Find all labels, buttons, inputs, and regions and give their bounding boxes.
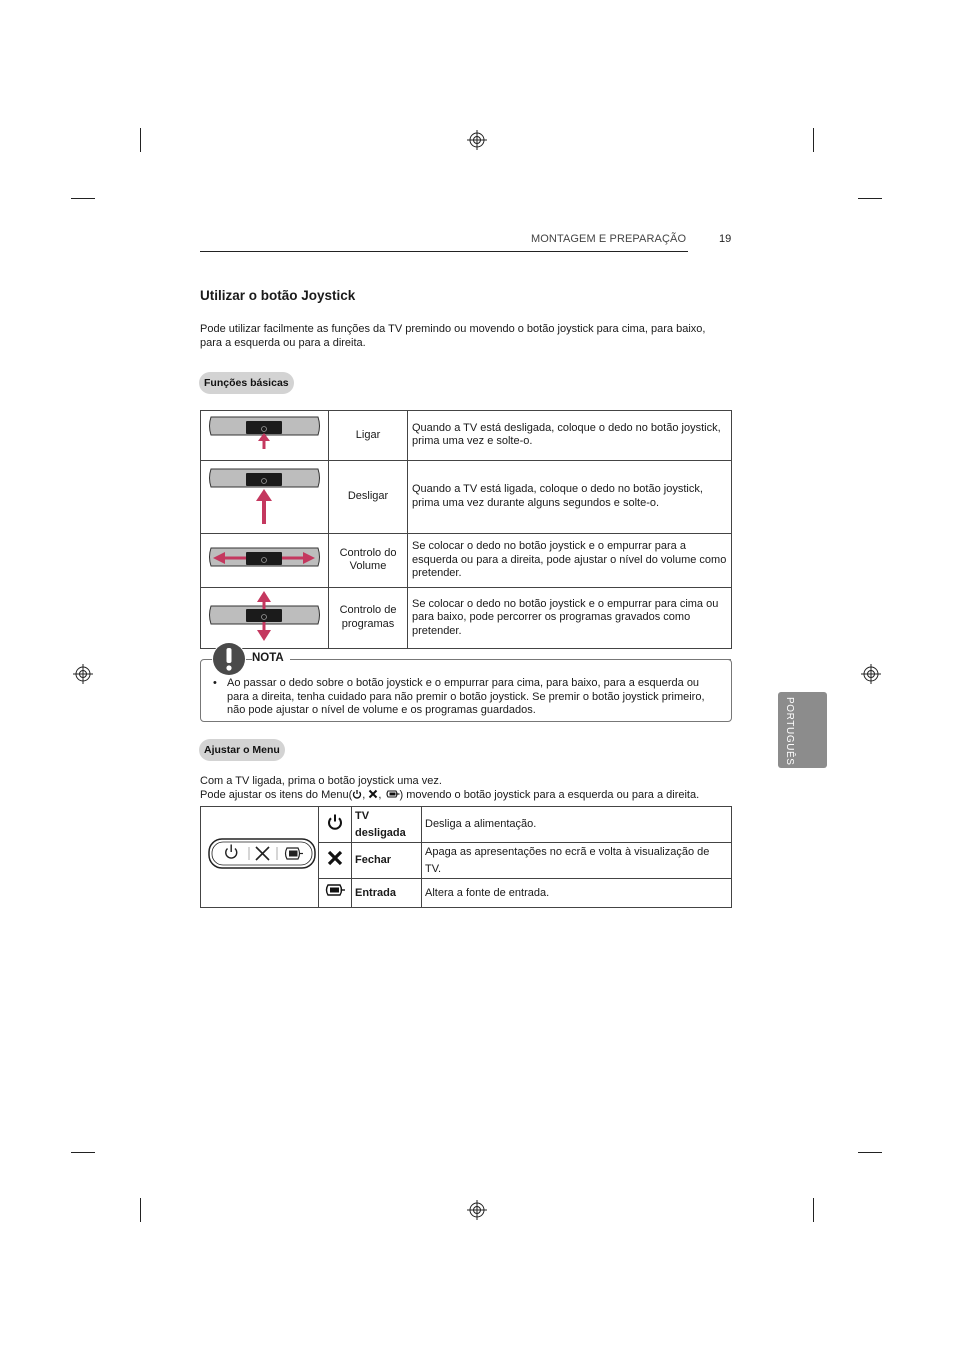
crop-mark	[858, 198, 882, 199]
menu-item-name: Fechar	[352, 843, 422, 879]
joystick-functions-table	[200, 410, 732, 649]
table-cell-icon	[319, 879, 352, 908]
text-segment: ,	[362, 789, 369, 801]
bullet: •	[213, 677, 217, 689]
note-label: NOTA	[252, 652, 290, 664]
language-tab	[778, 692, 827, 768]
section-header: MONTAGEM E PREPARAÇÃO	[531, 233, 687, 245]
close-icon	[368, 789, 378, 799]
action-label: Ligar	[329, 411, 408, 461]
table-cell-icon	[319, 843, 352, 879]
section-label-menu: Ajustar o Menu	[199, 739, 285, 761]
crop-mark	[858, 1152, 882, 1153]
registration-mark-icon	[861, 664, 881, 684]
page-title: Utilizar o botão Joystick	[200, 288, 356, 303]
table-row	[201, 411, 732, 461]
table-cell-image	[201, 460, 329, 534]
page-number: 19	[719, 233, 732, 245]
note-text	[213, 677, 719, 718]
close-icon	[326, 849, 344, 867]
joystick-up-down-icon	[201, 588, 328, 644]
table-row	[201, 587, 732, 649]
joystick-menu-icon	[201, 807, 318, 901]
action-description: Quando a TV está ligada, coloque o dedo no botão joystick, prima uma vez durante alguns segundos e solte-o.	[408, 460, 732, 534]
note-body: Ao passar o dedo sobre o botão joystick e o empurrar para cima, para baixo, para a esquerda ou para a direita, tenha cuidado para não premir o botão joystick. Se premir o botão joystick primeiro, não pode ajustar o nível de volume e os programas guardados.	[227, 677, 705, 716]
table-cell-image	[201, 807, 319, 908]
action-description: Se colocar o dedo no botão joystick e o empurrar para cima ou para baixo, pode percorrer os programas gravados como pretender.	[408, 587, 732, 649]
power-icon	[352, 789, 362, 799]
joystick-press-icon	[201, 411, 328, 455]
power-icon	[326, 813, 344, 831]
menu-instructions	[200, 774, 740, 802]
menu-line-1: Com a TV ligada, prima o botão joystick uma vez.	[200, 775, 442, 787]
menu-line-2	[200, 788, 740, 802]
menu-item-name: Entrada	[352, 879, 422, 908]
crop-mark	[140, 1198, 141, 1222]
input-icon	[385, 789, 400, 799]
crop-mark	[71, 198, 95, 199]
table-cell-image	[201, 534, 329, 588]
text-segment: Pode ajustar os itens do Menu(	[200, 789, 353, 801]
note-rule	[297, 659, 731, 660]
joystick-hold-icon	[201, 461, 328, 529]
intro-paragraph: Pode utilizar facilmente as funções da TV premindo ou movendo o botão joystick para cima, para baixo, para a esquerda ou para a direita.	[200, 323, 706, 349]
menu-item-description: Apaga as apresentações no ecrã e volta à visualização de TV.	[422, 843, 732, 879]
table-row	[201, 460, 732, 534]
table-cell-icon	[319, 807, 352, 843]
input-icon	[324, 883, 346, 897]
crop-mark	[813, 128, 814, 152]
crop-mark	[140, 128, 141, 152]
crop-mark	[71, 1152, 95, 1153]
text-segment: ) movendo o botão joystick para a esquerda ou para a direita.	[399, 789, 700, 801]
header-divider	[200, 251, 688, 252]
action-label: Controlo do Volume	[329, 534, 408, 588]
table-row	[201, 807, 732, 843]
language-tab-label: PORTUGUÊS	[784, 697, 795, 766]
joystick-left-right-icon	[201, 534, 328, 582]
crop-mark	[813, 1198, 814, 1222]
table-cell-image	[201, 411, 329, 461]
registration-mark-icon	[467, 1200, 487, 1220]
text-segment: ,	[378, 789, 385, 801]
table-cell-image	[201, 587, 329, 649]
warning-icon	[212, 642, 246, 676]
registration-mark-icon	[73, 664, 93, 684]
action-description: Quando a TV está desligada, coloque o dedo no botão joystick, prima uma vez e solte-o.	[408, 411, 732, 461]
section-label-basic-functions: Funções básicas	[199, 372, 294, 394]
menu-items-table	[200, 806, 732, 908]
action-description: Se colocar o dedo no botão joystick e o empurrar para a esquerda ou para a direita, pode ajustar o nível do volume como pretender.	[408, 534, 732, 588]
menu-item-description: Desliga a alimentação.	[422, 807, 732, 843]
menu-item-name: TV desligada	[352, 807, 422, 843]
registration-mark-icon	[467, 130, 487, 150]
action-label: Desligar	[329, 460, 408, 534]
menu-item-description: Altera a fonte de entrada.	[422, 879, 732, 908]
table-row	[201, 534, 732, 588]
action-label: Controlo de programas	[329, 587, 408, 649]
